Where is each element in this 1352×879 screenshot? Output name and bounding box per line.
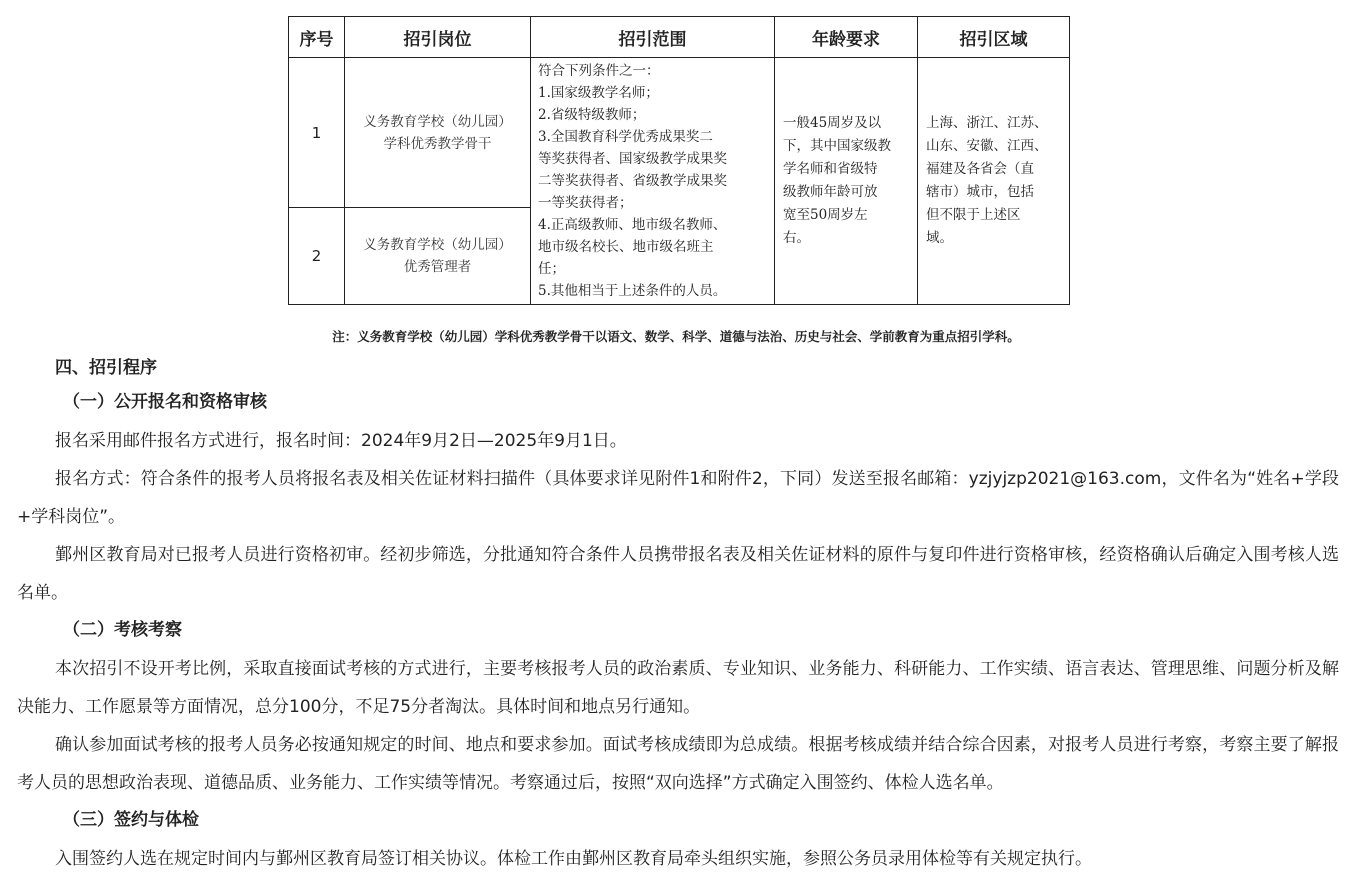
- header-age: 年龄要求: [775, 17, 918, 58]
- age-line: 下，其中国家级教: [783, 138, 891, 154]
- scope-line: 3.全国教育科学优秀成果奖二: [538, 129, 713, 145]
- header-scope: 招引范围: [531, 17, 775, 58]
- area-cell: [918, 58, 1070, 305]
- row-number: 1: [289, 58, 345, 208]
- row-position: [345, 58, 531, 208]
- table-header-row: [289, 17, 1070, 58]
- age-line: 右。: [783, 230, 810, 246]
- age-line: 级教师年龄可放: [783, 184, 878, 200]
- position-line: 义务教育学校（幼儿园）: [363, 113, 512, 130]
- header-no: 序号: [289, 17, 345, 58]
- scope-line: 5.其他相当于上述条件的人员。: [538, 283, 727, 299]
- area-line: 但不限于上述区: [926, 207, 1021, 223]
- subsection-title: （二）考核考察: [63, 620, 182, 640]
- row-position: [345, 208, 531, 305]
- area-line: 域。: [926, 230, 953, 246]
- paragraph: 确认参加面试考核的报考人员务必按通知规定的时间、地点和要求参加。面试考核成绩即为总成绩。根据考核成绩并结合综合因素，对报考人员进行考察，考察主要了解报考人员的思想政治表现、道德品质、业务能力、工作实绩等情况。考察通过后，按照“双向选择”方式确定入围签约、体检人选名单。: [17, 735, 1339, 793]
- recruitment-table: [288, 16, 1070, 305]
- scope-line: 4.正高级教师、地市级名教师、: [538, 217, 727, 233]
- scope-line: 符合下列条件之一：: [538, 63, 660, 79]
- subsection-title: （一）公开报名和资格审核: [63, 392, 267, 412]
- area-line: 上海、浙江、江苏、: [926, 115, 1048, 131]
- position-line: 学科优秀教学骨干: [383, 135, 492, 152]
- scope-line: 一等奖获得者；: [538, 195, 633, 211]
- scope-line: 1.国家级教学名师；: [538, 85, 659, 101]
- document-body: [17, 350, 1339, 878]
- recruitment-table-container: [288, 16, 1069, 305]
- header-area: 招引区域: [918, 17, 1070, 58]
- paragraph: 报名采用邮件报名方式进行，报名时间：2024年9月2日—2025年9月1日。: [55, 431, 627, 451]
- paragraph: 入围签约人选在规定时间内与鄞州区教育局签订相关协议。体检工作由鄞州区教育局牵头组织实施，参照公务员录用体检等有关规定执行。: [55, 849, 1092, 869]
- table-note: 注：义务教育学校（幼儿园）学科优秀教学骨干以语文、数学、科学、道德与法治、历史与社会、学前教育为重点招引学科。: [332, 329, 1020, 344]
- age-line: 学名师和省级特: [783, 161, 878, 177]
- paragraph: 本次招引不设开考比例，采取直接面试考核的方式进行，主要考核报考人员的政治素质、专业知识、业务能力、科研能力、工作实绩、语言表达、管理思维、问题分析及解决能力、工作愿景等方面情况，总分100分，不足75分者淘汰。具体时间和地点另行通知。: [17, 659, 1339, 717]
- subsection-title: （三）签约与体检: [63, 810, 199, 830]
- position-line: 优秀管理者: [403, 259, 472, 275]
- area-line: 山东、安徽、江西、: [926, 138, 1048, 154]
- section-title: 四、招引程序: [55, 358, 157, 378]
- row-number: 2: [289, 208, 345, 305]
- scope-line: 任；: [538, 261, 565, 277]
- paragraph: 鄞州区教育局对已报考人员进行资格初审。经初步筛选，分批通知符合条件人员携带报名表及相关佐证材料的原件与复印件进行资格审核，经资格确认后确定入围考核人选名单。: [17, 545, 1339, 603]
- scope-line: 二等奖获得者、省级教学成果奖: [538, 173, 727, 189]
- age-line: 宽至50周岁左: [783, 207, 868, 223]
- scope-cell: [531, 58, 775, 305]
- scope-line: 等奖获得者、国家级教学成果奖: [538, 151, 727, 167]
- scope-line: 地市级名校长、地市级名班主: [538, 239, 714, 255]
- area-line: 福建及各省会（直: [926, 161, 1034, 177]
- position-line: 义务教育学校（幼儿园）: [363, 237, 512, 253]
- area-line: 辖市）城市，包括: [926, 184, 1034, 200]
- age-line: 一般45周岁及以: [783, 115, 882, 131]
- header-position: 招引岗位: [345, 17, 531, 58]
- age-cell: [775, 58, 918, 305]
- paragraph: 报名方式：符合条件的报考人员将报名表及相关佐证材料扫描件（具体要求详见附件1和附件2，下同）发送至报名邮箱：yzjyjzp2021@163.com，文件名为“姓名+学段+学科岗位”。: [17, 469, 1339, 527]
- scope-line: 2.省级特级教师；: [538, 107, 646, 123]
- table-row: [289, 58, 1070, 208]
